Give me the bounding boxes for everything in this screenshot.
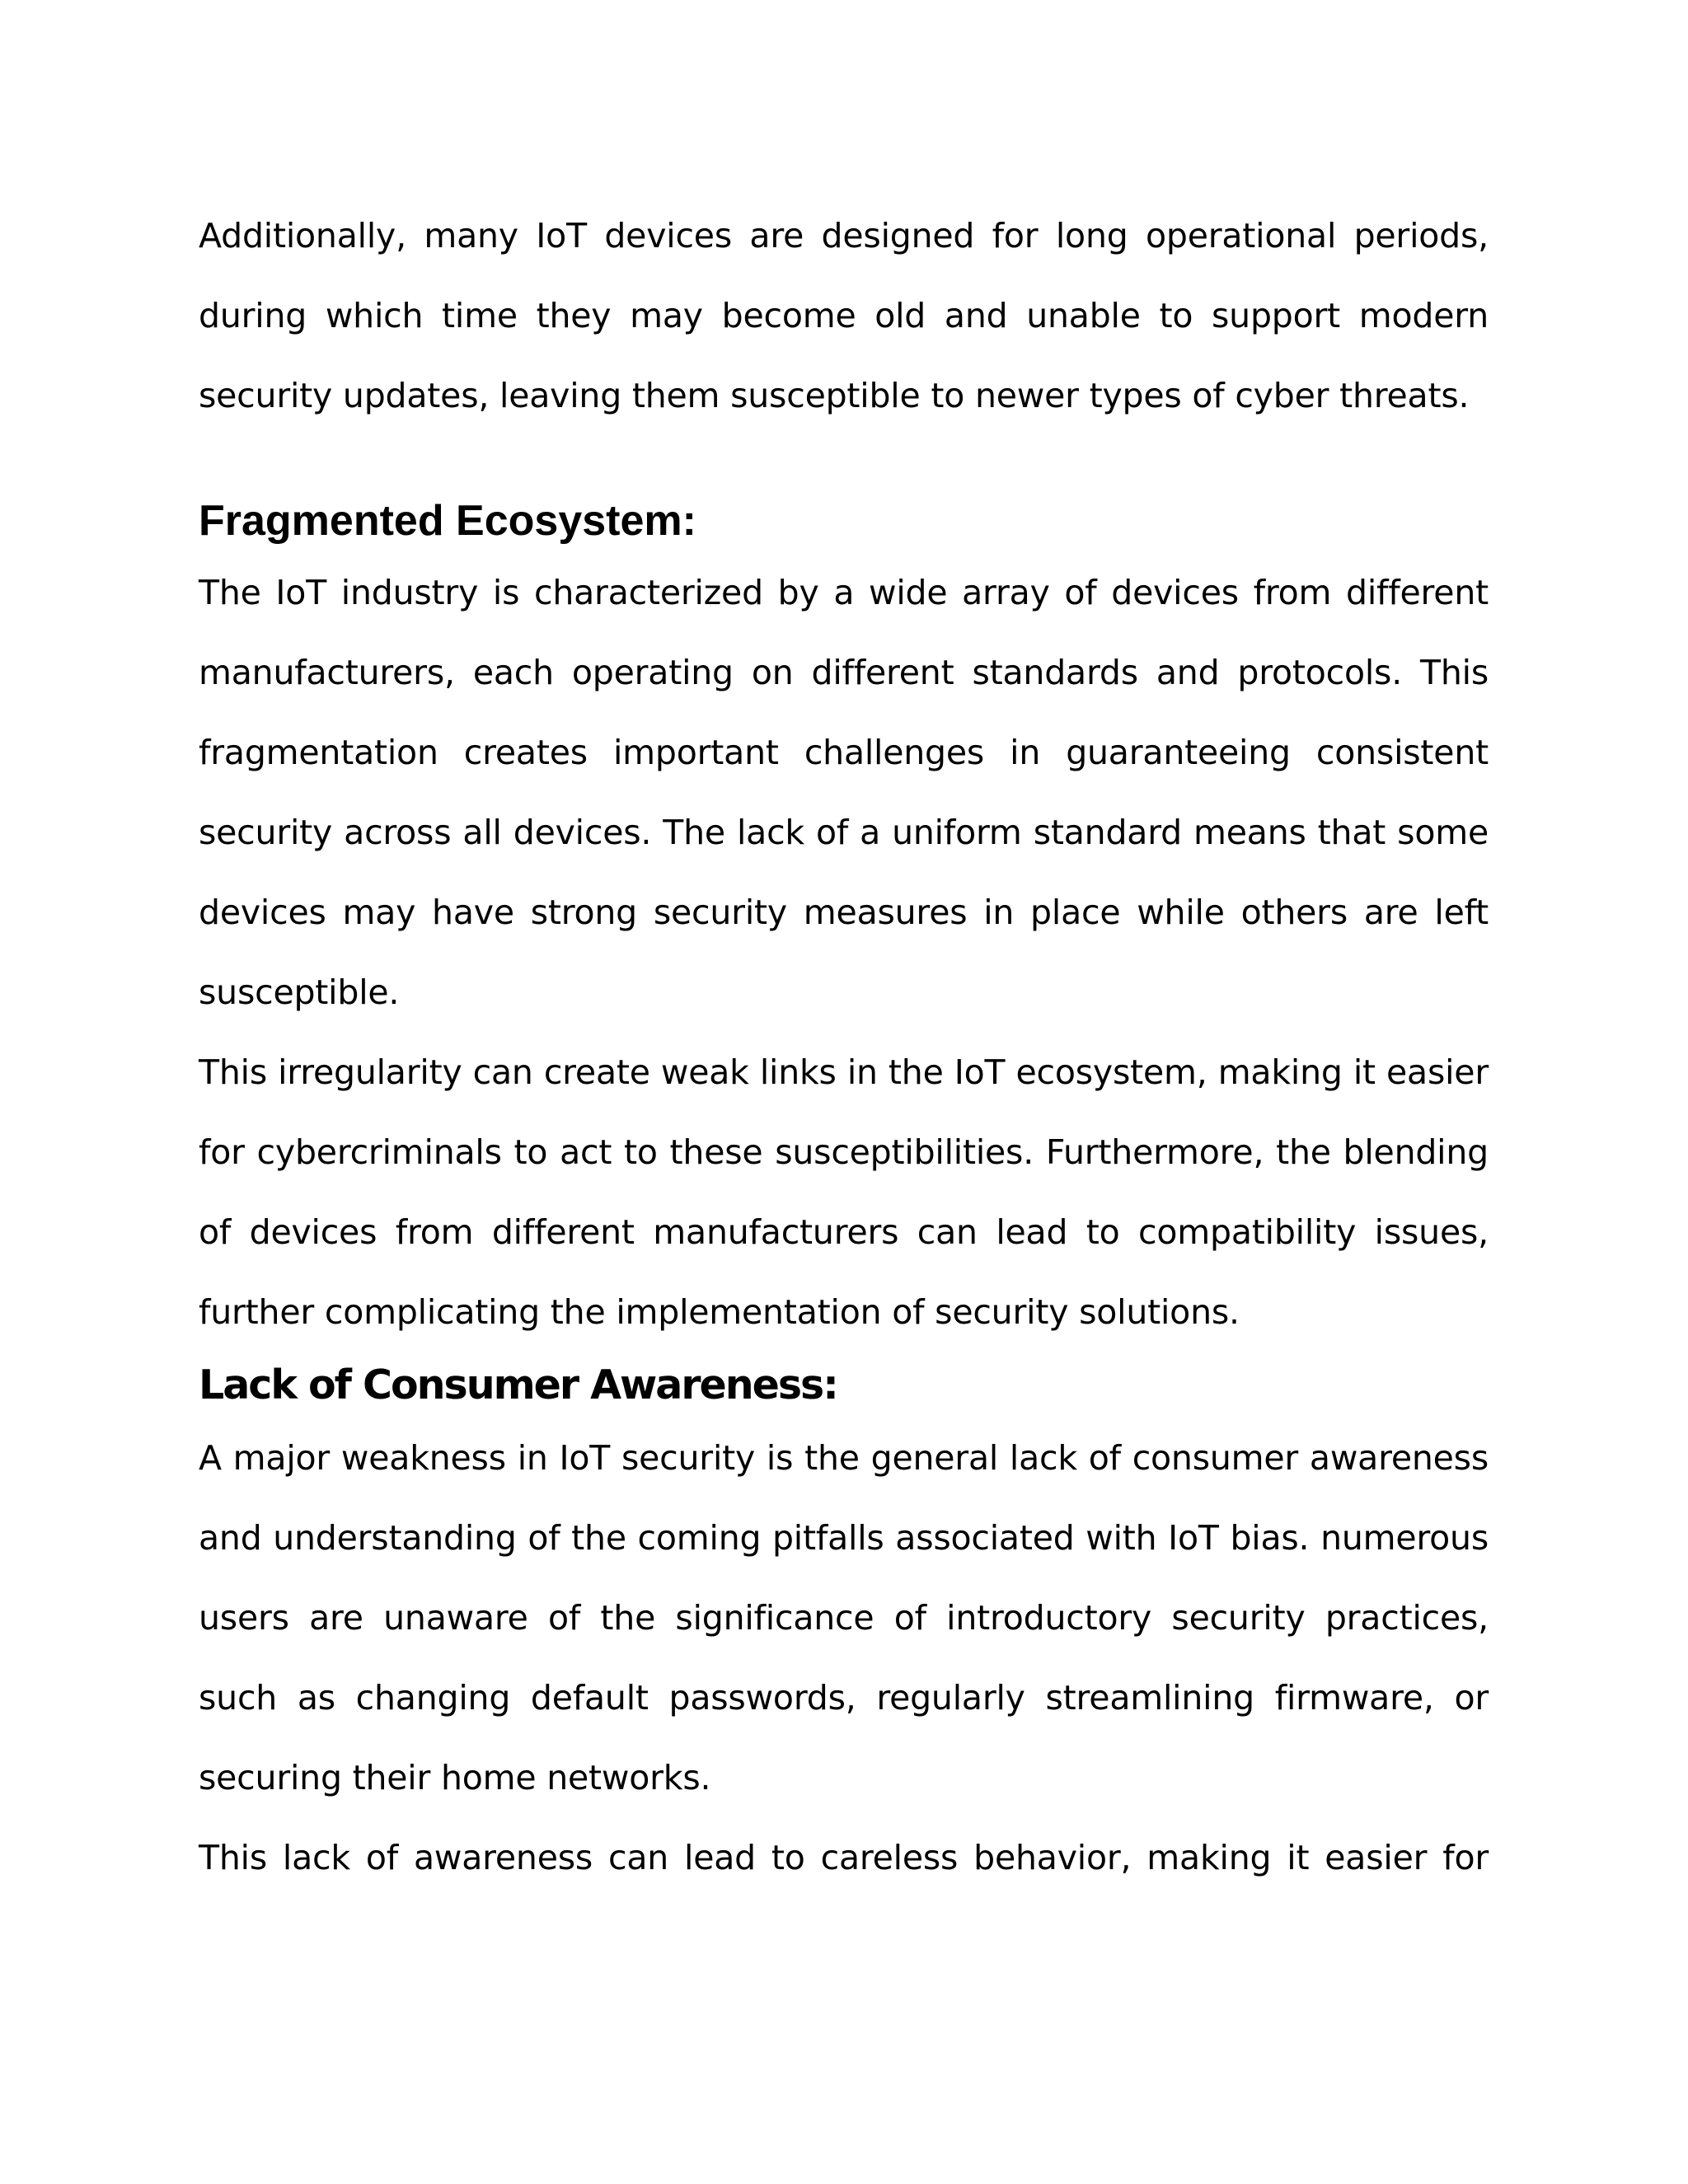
intro-paragraph: Additionally, many IoT devices are designed for long operational periods, during which time they may become old and unable to support modern security updates, leaving them susceptible to newer types of cyber threats.: [199, 216, 1489, 415]
fragmented-ecosystem-paragraph-2: This irregularity can create weak links in the IoT ecosystem, making it easier for cybercriminals to act to these susceptibilities. Furthermore, the blending of devices from different manufacturers can lead to compatibility issues, further complicating the implementation of security solutions.: [199, 1052, 1489, 1332]
section-heading-consumer-awareness: Lack of Consumer Awareness:: [199, 1361, 837, 1408]
consumer-awareness-paragraph-1: A major weakness in IoT security is the general lack of consumer awareness and understanding of the coming pitfalls associated with IoT bias. numerous users are unaware of the significance of introductory security practices, such as changing default passwords, regularly streamlining firmware, or securing their home networks.: [199, 1438, 1489, 1797]
document-page: [199, 196, 1489, 1898]
section-heading-fragmented-ecosystem: Fragmented Ecosystem:: [199, 497, 696, 545]
section-spacer: [199, 436, 1489, 489]
consumer-awareness-paragraph-2: This lack of awareness can lead to careless behavior, making it easier for: [199, 1838, 1489, 1877]
fragmented-ecosystem-paragraph-1: The IoT industry is characterized by a wide array of devices from different manufacturers, each operating on different standards and protocols. This fragmentation creates important challenges in guaranteeing consistent security across all devices. The lack of a uniform standard means that some devices may have strong security measures in place while others are left susceptible.: [199, 573, 1489, 1012]
